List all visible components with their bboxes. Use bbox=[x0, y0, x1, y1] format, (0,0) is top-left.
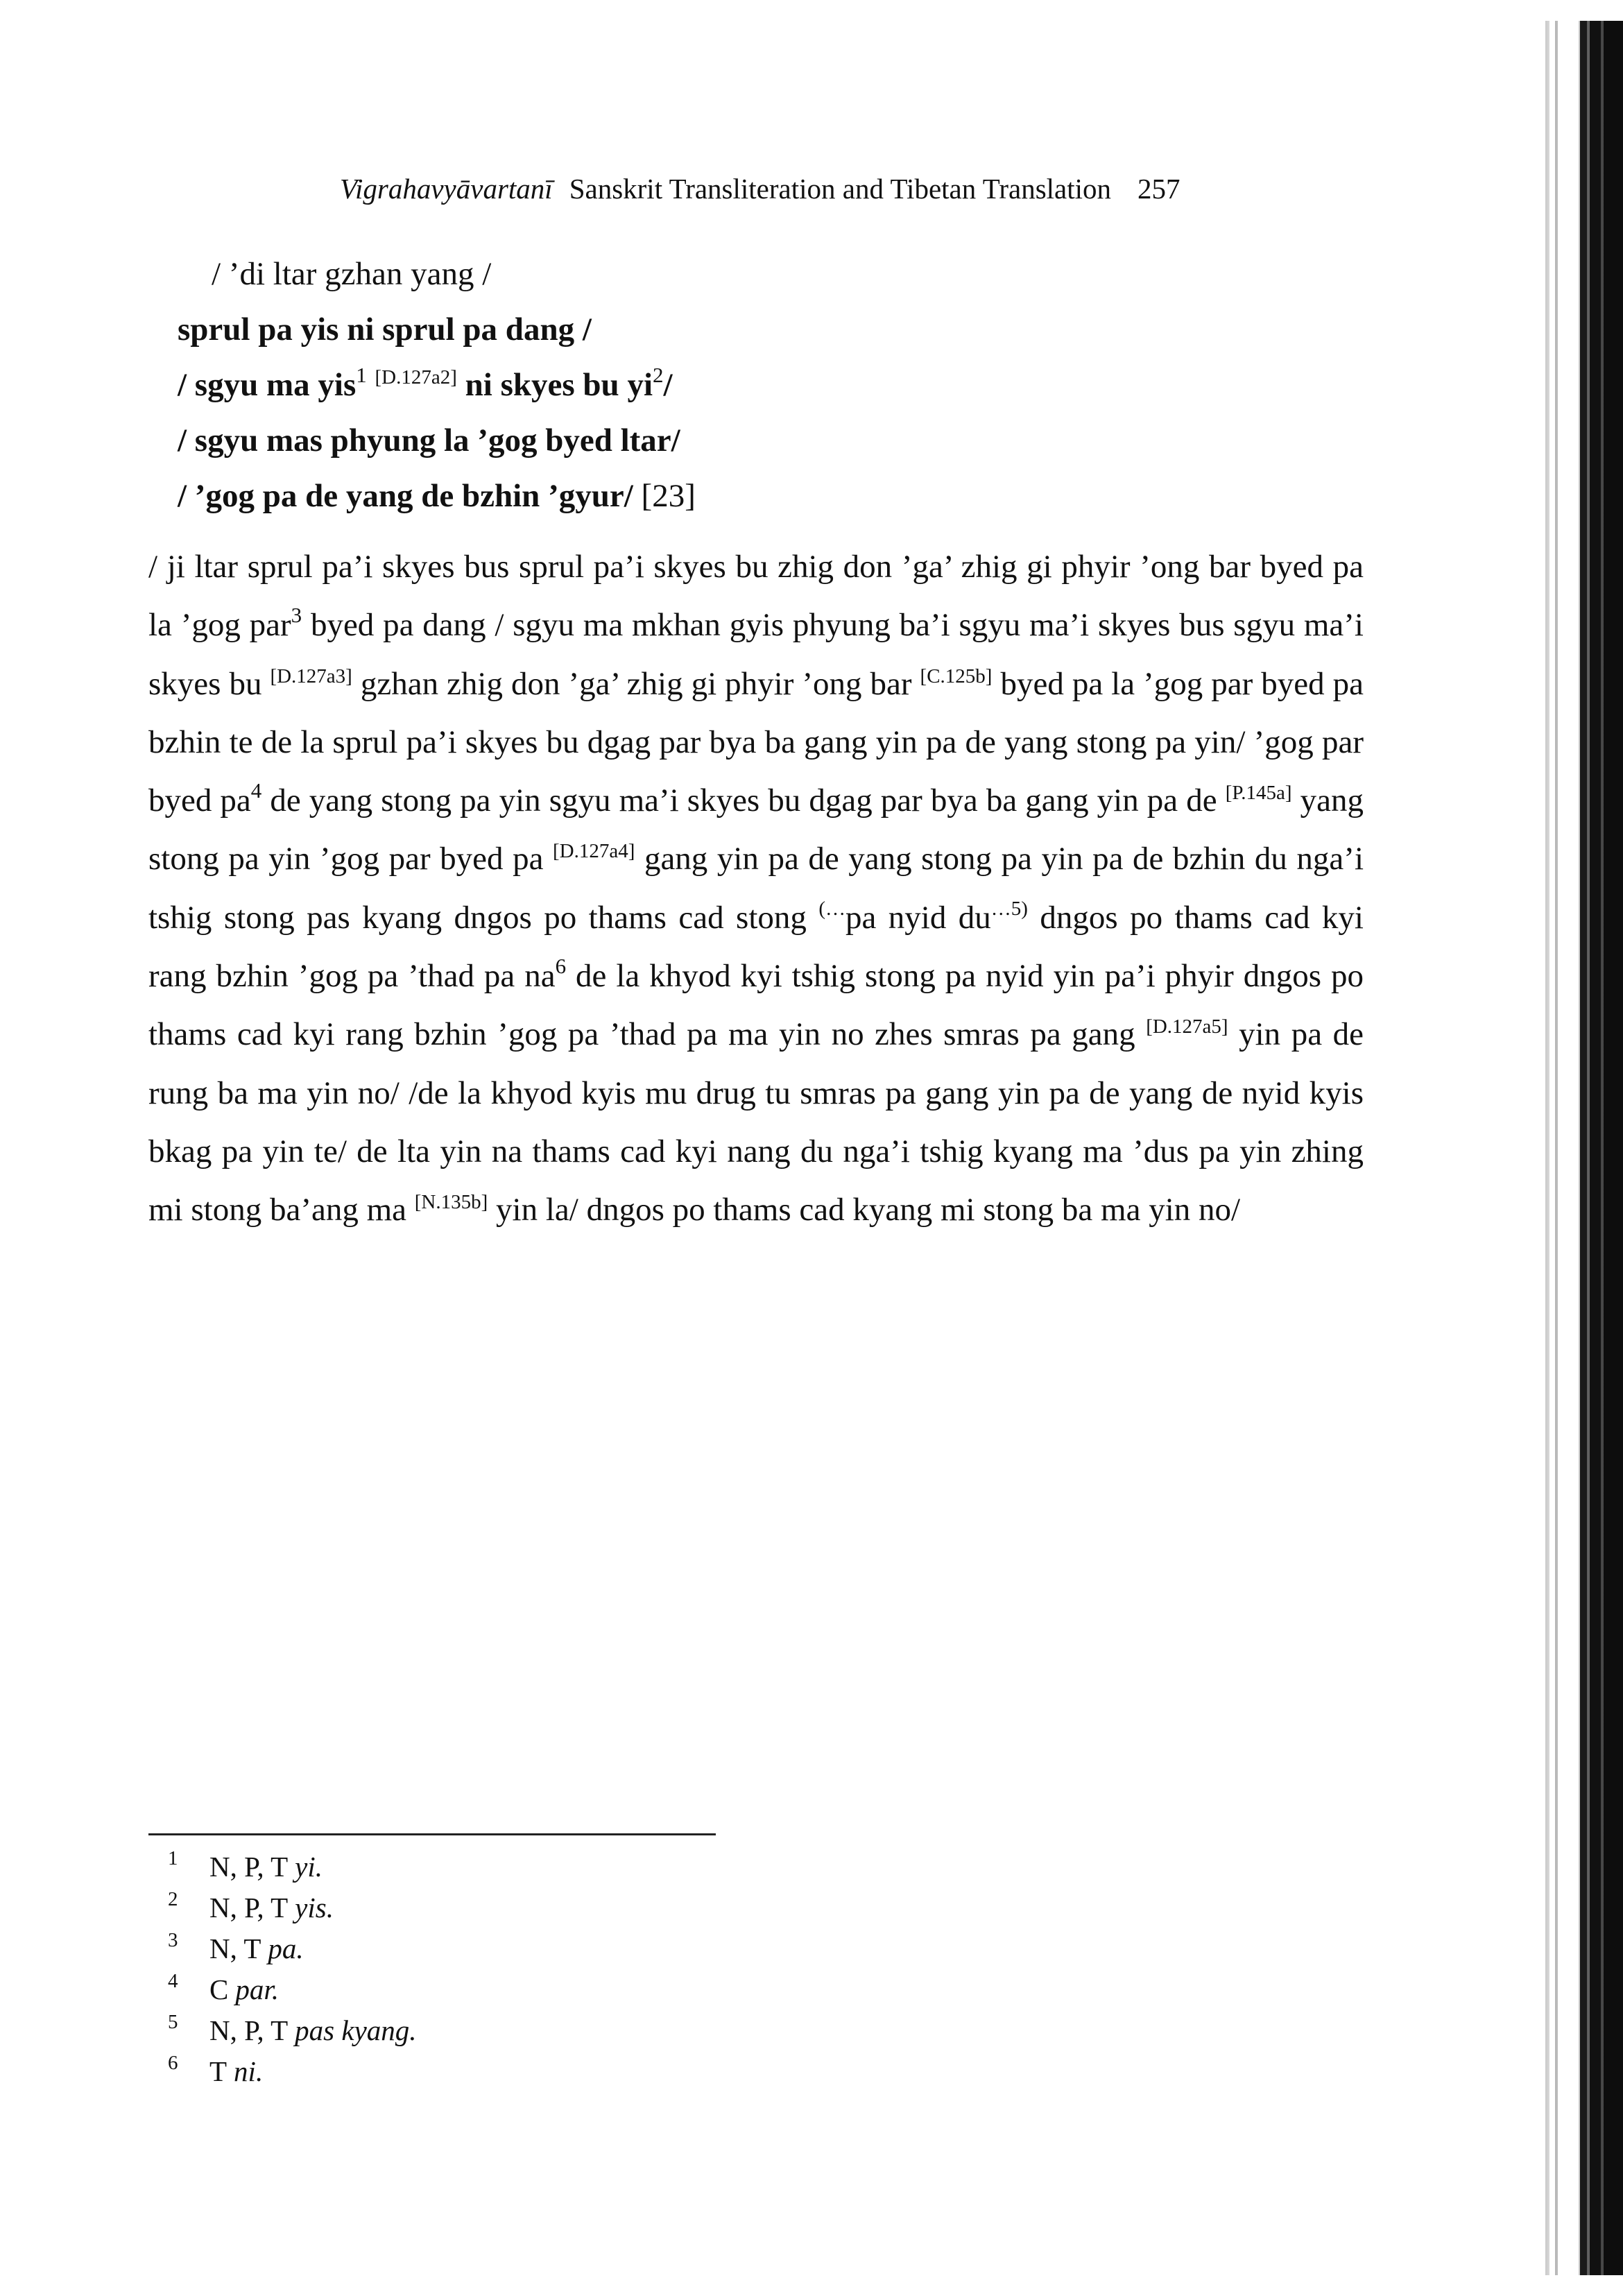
verse-line-2 bbox=[178, 364, 673, 406]
commentary-paragraph bbox=[148, 538, 1364, 1240]
scan-binding-shadow bbox=[1580, 21, 1623, 2275]
footnote-ref-1: 1 bbox=[356, 363, 367, 387]
variant-close-mark: …5) bbox=[990, 897, 1028, 920]
verse-line-4 bbox=[178, 475, 696, 517]
footnote-sigla: N, P, T bbox=[209, 1851, 289, 1883]
verse-line-2-b: ni skyes bu yi bbox=[465, 367, 653, 403]
footnote-reading: yis. bbox=[295, 1892, 334, 1924]
running-head bbox=[340, 172, 1297, 205]
footnote-sigla: T bbox=[209, 2055, 227, 2087]
folio-ref-c125b: [C.125b] bbox=[920, 665, 993, 687]
footnote-number: 3 bbox=[168, 1929, 178, 1951]
commentary-text: pa nyid du bbox=[845, 899, 991, 936]
footnote-number: 5 bbox=[168, 2011, 178, 2033]
footnote-sigla: N, P, T bbox=[209, 1892, 289, 1924]
folio-ref-p145a: [P.145a] bbox=[1225, 782, 1292, 805]
folio-ref-d127a3: [D.127a3] bbox=[270, 665, 352, 687]
commentary-text: gzhan zhig don ’ga’ zhig gi phyir ’ong bar bbox=[352, 665, 920, 702]
verse-line-1: sprul pa yis ni sprul pa dang / bbox=[178, 311, 592, 348]
footnote-number: 1 bbox=[168, 1847, 178, 1869]
verse-line-intro: / ’di ltar gzhan yang / bbox=[212, 256, 492, 292]
footnote-text bbox=[209, 1847, 323, 1887]
verse-line-4-text: / ’gog pa de yang de bzhin ’gyur/ bbox=[178, 478, 633, 514]
footnote-reading: yi. bbox=[295, 1851, 323, 1883]
commentary-text: byed pa dang / sgyu ma mkhan gyis phyung ba’i sgyu ma’i skyes bus sgyu ma’i skyes bu bbox=[148, 607, 1364, 702]
footnote-number: 6 bbox=[168, 2052, 178, 2074]
verse-line-3: / sgyu mas phyung la ’gog byed ltar/ bbox=[178, 422, 680, 459]
footnote-text bbox=[209, 1969, 279, 2010]
folio-ref-d127a4: [D.127a4] bbox=[553, 840, 635, 863]
variant-open-mark: (… bbox=[818, 897, 845, 920]
footnote-ref-2: 2 bbox=[653, 363, 664, 387]
footnote-reading: ni. bbox=[234, 2055, 264, 2087]
footnote-ref-3: 3 bbox=[291, 603, 302, 628]
folio-ref-n135b: [N.135b] bbox=[414, 1191, 488, 1214]
footnote-sigla: N, P, T bbox=[209, 2014, 289, 2046]
footnote-reading: par. bbox=[235, 1973, 280, 2005]
commentary-text: de la khyod kyi tshig stong pa nyid yin pa’i phyir dngos po thams cad kyi rang bzhin ’gog pa ’thad pa ma yin no zhes smras pa gang bbox=[148, 958, 1364, 1053]
footnote-text bbox=[209, 1887, 334, 1928]
folio-ref-d127a2: [D.127a2] bbox=[375, 366, 457, 388]
commentary-text: byed pa la ’gog par byed pa bzhin te de la sprul pa’i skyes bu dgag par bya ba gang yin pa de yang stong pa yin/ ’gog par byed pa bbox=[148, 665, 1364, 819]
footnote-reading: pas kyang. bbox=[295, 2014, 417, 2046]
page-number: 257 bbox=[1137, 173, 1180, 205]
work-title: Vigrahavyāvartanī bbox=[340, 173, 553, 205]
footnote-reading: pa. bbox=[268, 1933, 304, 1964]
running-head-subtitle: Sanskrit Transliteration and Tibetan Translation bbox=[569, 173, 1112, 205]
footnote-ref-4: 4 bbox=[250, 778, 262, 803]
footnote-text bbox=[209, 2010, 417, 2051]
commentary-text: yin la/ dngos po thams cad kyang mi stong ba ma yin no/ bbox=[488, 1192, 1241, 1228]
commentary-text: yin pa de rung ba ma yin no/ /de la khyod kyis mu drug tu smras pa gang yin pa de yang de nyid kyis bkag pa yin te/ de lta yin na thams cad kyi nang du nga’i tshig kyang ma ’dus pa yin zhing mi stong ba’ang ma bbox=[148, 1016, 1364, 1228]
footnote-ref-6: 6 bbox=[555, 954, 567, 979]
verse-number: [23] bbox=[641, 478, 696, 514]
folio-ref-d127a5: [D.127a5] bbox=[1146, 1016, 1228, 1038]
footnote-divider bbox=[148, 1833, 716, 1835]
footnote-text bbox=[209, 2051, 263, 2092]
commentary-text: / ji ltar sprul pa’i skyes bus sprul pa’i skyes bu zhig don ’ga’ zhig gi phyir ’ong bar byed pa la ’gog par bbox=[148, 549, 1364, 644]
footnote-sigla: N, T bbox=[209, 1933, 261, 1964]
footnote-sigla: C bbox=[209, 1973, 229, 2005]
commentary-text: yang stong pa yin ’gog par byed pa bbox=[148, 782, 1364, 877]
footnote-number: 4 bbox=[168, 1970, 178, 1992]
verse-line-2-a: / sgyu ma yis bbox=[178, 367, 357, 403]
commentary-text: de yang stong pa yin sgyu ma’i skyes bu dgag par bya ba gang yin pa de bbox=[261, 782, 1226, 819]
verse-line-2-c: / bbox=[663, 367, 673, 403]
footnote-text bbox=[209, 1928, 304, 1969]
commentary-text: dngos po thams cad kyi rang bzhin ’gog pa ’thad pa na bbox=[148, 899, 1364, 995]
footnote-number: 2 bbox=[168, 1888, 178, 1910]
commentary-text: gang yin pa de yang stong pa yin pa de bzhin du nga’i tshig stong pas kyang dngos po thams cad stong bbox=[148, 841, 1364, 936]
